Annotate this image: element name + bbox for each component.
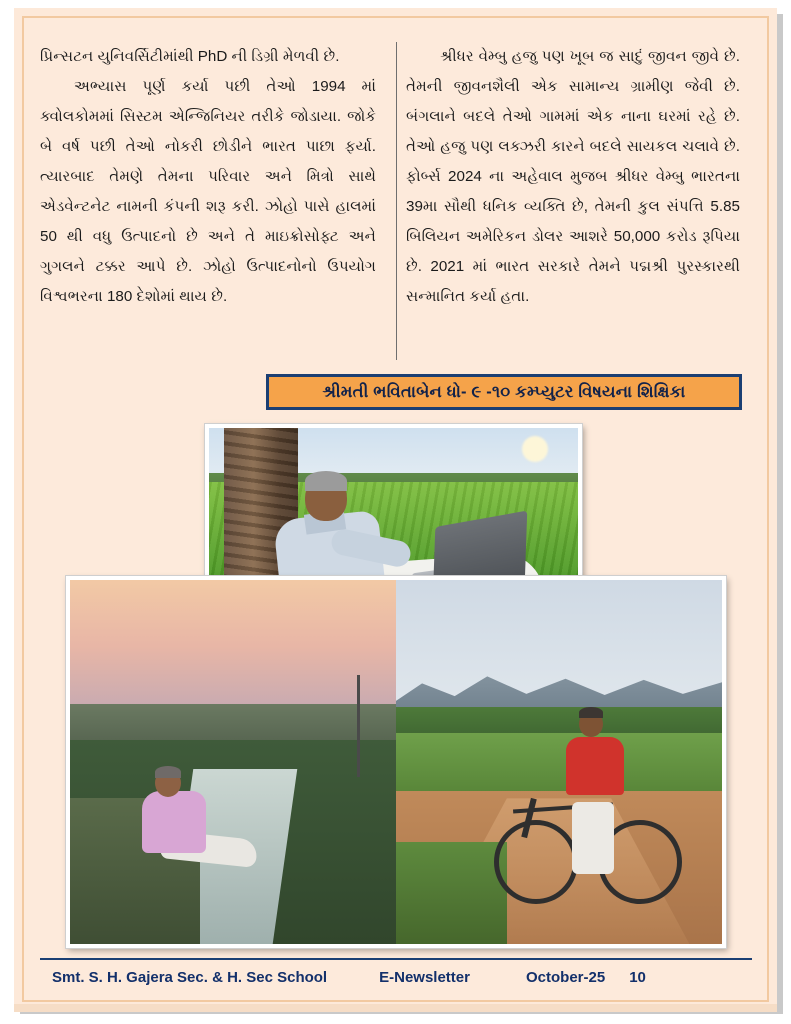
footer-date: October-25 [525, 968, 606, 986]
paragraph: અભ્યાસ પૂર્ણ કર્યા પછી તેઓ 1994 માં ક્વોલકોમમાં સિસ્ટમ એન્જિનિયર તરીકે જોડાયા. જોકે બે વર્ષ પછી તેઓ નોકરી છોડીને ભારત પાછા ફર્યા. ત્યારબાદ તેમણે તેમના પરિવાર અને મિત્રો સાથે એડવેન્ટનેટ નામની કંપની શરૂ કરી. ઝોહો પાસે હાલમાં 50 થી વધુ ઉત્પાદનો છે અને તે માઇક્રોસોફ્ટ અને ગુગલને ટક્કર આપે છે. ઝોહો ઉત્પાદનોનો ઉપયોગ વિશ્વભરના 180 દેશોમાં થાય છે. [40, 78, 376, 305]
person-hair [579, 707, 603, 718]
page-bottom-strip [14, 1004, 777, 1012]
footer-newsletter-label: E-Newsletter [379, 968, 470, 986]
person-shirt [142, 791, 206, 853]
footer-page-number: 10 [629, 968, 646, 986]
person-hair [155, 766, 181, 778]
person-shirt [566, 737, 624, 795]
bicycle-wheel-front [494, 820, 578, 904]
section-heading-banner [266, 374, 742, 410]
page-shadow-right [777, 14, 783, 1014]
person-legs [572, 802, 614, 874]
photo-man-with-bicycle-on-farm-path [396, 580, 722, 944]
footer-divider [40, 958, 752, 960]
paragraph: શ્રીધર વેમ્બુ હજુ પણ ખૂબ જ સાદું જીવન જીવે છે. તેમની જીવનશૈલી એક સામાન્ય ગ્રામીણ જેવી છે. બંગલાને બદલે તેઓ ગામમાં એક નાના ઘરમાં રહે છે. તેઓ હજુ પણ લક્ઝરી કારને બદલે સાયકલ ચલાવે છે. ફોર્બ્સ 2024 ના અહેવાલ મુજબ શ્રીધર વેમ્બુ ભારતના 39મા સૌથી ધનિક વ્યક્તિ છે, તેમની કુલ સંપત્તિ 5.85 બિલિયન અમેરિકન ડોલર આશરે 50,000 કરોડ રૂપિયા છે. 2021 માં ભારત સરકારે તેમને પદ્મશ્રી પુરસ્કારથી સન્માનિત કર્યા હતા. [406, 48, 740, 305]
banner-label: શ્રીમતી ભવિતાબેન ધો- ૯ -૧૦ કમ્પ્યુટર વિષયના શિક્ષિકા [322, 382, 686, 401]
column-divider [396, 42, 397, 360]
footer-school-name: Smt. S. H. Gajera Sec. & H. Sec School [52, 968, 328, 986]
utility-pole [357, 675, 360, 777]
person-hair [305, 471, 347, 491]
left-text-column [40, 42, 390, 312]
banner-box [266, 374, 742, 410]
photo-man-sitting-beside-stream-at-dusk [70, 580, 396, 944]
grass-patch [396, 842, 507, 944]
right-text-column [390, 42, 740, 312]
photo-pair-bottom [66, 576, 726, 948]
paragraph: પ્રિન્સટન યુનિવર્સિટીમાંથી PhD ની ડિગ્રી મેળવી છે. [40, 48, 340, 65]
page-footer [40, 962, 752, 992]
